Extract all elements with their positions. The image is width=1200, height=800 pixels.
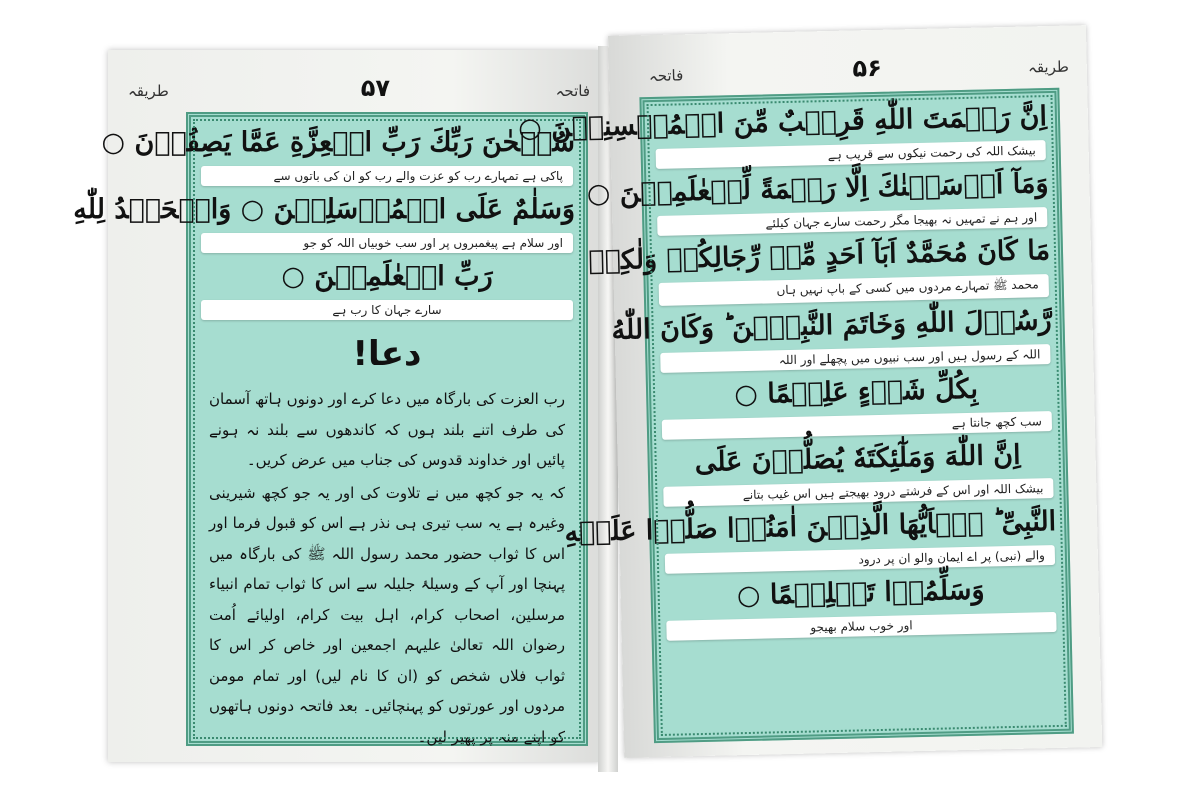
arabic-verse: رَبِّ الۡعٰلَمِيۡنَ ○ bbox=[281, 261, 493, 292]
arabic-verse: بِكُلِّ شَىۡءٍ عَلِيۡمًا ○ bbox=[733, 373, 979, 411]
dua-paragraph: کہ یہ جو کچھ میں نے تلاوت کی اور یہ جو کچھ شیرینی وغیرہ ہے یہ سب تیری ہی نذر ہے اس کو قبول فرما اور اس کا ثواب حضور محمد رسول اللہ ﷺ کی بارگاہ میں پہنچا اور آپ کے وسیلۂ جلیلہ سے اس کا ثواب تمام انبیاء مرسلین، اصحاب کرام، اہل بیت کرام، اولیائے اُمت رضوان اللہ تعالیٰ علیہم اجمعین اور خاص کر اس کا ثواب فلاں شخص کو (ان کا نام لیں) اور تمام مومن مردوں اور عورتوں کو پہنچائیں۔ بعد فاتحہ دونوں ہاتھوں کو اپنے منہ پر پھیر لیں۔ bbox=[209, 483, 565, 746]
urdu-translation: بیشک اللہ کی رحمت نیکوں سے قریب ہے bbox=[656, 140, 1046, 169]
right-page-header bbox=[609, 49, 1088, 90]
urdu-translation: پاکی ہے تمہارے رب کو عزت والے رب کو ان کی باتوں سے bbox=[201, 166, 573, 186]
urdu-translation: سارے جہان کا رب ہے bbox=[201, 300, 573, 320]
arabic-verse: النَّبِىِّ ؕ يٰۤاَيُّهَا الَّذِيۡنَ اٰمَنُوۡا صَلُّوۡا عَلَيۡهِ bbox=[564, 505, 1057, 549]
arabic-verse: اِنَّ اللّٰهَ وَمَلٰٓئِكَتَهٗ يُصَلُّوۡنَ عَلَى bbox=[694, 439, 1021, 479]
arabic-verse: وَسَلِّمُوۡا تَسۡلِيۡمًا ○ bbox=[736, 574, 985, 612]
dua-paragraph: رب العزت کی بارگاہ میں دعا کرے اور دونوں ہاتھ آسمان کی طرف اتنے بلند ہوں کہ کاندھوں سے بلند نہ ہونے پائیں اور خداوند قدوس کی جناب میں عرض کریں۔ bbox=[209, 390, 565, 469]
left-page-header bbox=[108, 74, 600, 104]
dua-text bbox=[199, 384, 575, 752]
open-book bbox=[73, 36, 1108, 772]
urdu-translation: اور ہم نے تمہیں نہ بھیجا مگر رحمت سارے جہان کیلئے bbox=[657, 207, 1047, 236]
urdu-translation: اور خوب سلام بھیجو bbox=[666, 612, 1056, 641]
urdu-translation: والے (نبی) پر اے ایمان والو ان پر درود bbox=[665, 545, 1055, 574]
urdu-translation: اور سلام ہے پیغمبروں پر اور سب خوبیاں اللہ کو جو bbox=[201, 233, 573, 253]
urdu-translation: سب کچھ جانتا ہے bbox=[662, 411, 1052, 440]
page-section-method: طریقہ bbox=[128, 82, 169, 100]
arabic-verse: رَّسُوۡلَ اللّٰهِ وَخَاتَمَ النَّبِيّٖنَ ؕ وَكَانَ اللّٰهُ bbox=[611, 305, 1052, 346]
arabic-verse: وَمَآ اَرۡسَلۡنٰكَ اِلَّا رَحۡمَةً لِّلۡعٰلَمِيۡنَ ○ bbox=[586, 168, 1049, 210]
arabic-verse: وَسَلٰمٌ عَلَى الۡمُرۡسَلِيۡنَ ○ وَالۡحَمۡدُ لِلّٰهِ bbox=[73, 194, 575, 225]
page-section-method: طریقہ bbox=[1027, 57, 1070, 77]
page-section-name: فاتحہ bbox=[555, 82, 590, 100]
page-number: ۵۶ bbox=[852, 53, 883, 83]
left-page bbox=[73, 50, 600, 762]
urdu-translation: اللہ کے رسول ہیں اور سب نبیوں میں پچھلے اور اللہ bbox=[660, 344, 1050, 373]
urdu-translation: بیشک اللہ اور اس کے فرشتے درود بھیجتے ہیں اس غیب بتانے bbox=[663, 478, 1053, 507]
arabic-verse: مَا كَانَ مُحَمَّدٌ اَبَآ اَحَدٍ مِّنۡ رِّجَالِكُمۡ وَلٰكِنۡ bbox=[588, 235, 1051, 277]
urdu-translation: محمد ﷺ تمہارے مردوں میں کسی کے باپ نہیں ہاں bbox=[659, 274, 1049, 306]
arabic-verse: سُبۡحٰنَ رَبِّكَ رَبِّ الۡعِزَّةِ عَمَّا يَصِفُوۡنَ ○ bbox=[101, 127, 575, 158]
page-number: ۵۷ bbox=[360, 74, 390, 102]
page-section-name: فاتحہ bbox=[648, 66, 684, 86]
left-text-frame bbox=[73, 112, 588, 746]
right-page bbox=[517, 25, 1102, 758]
arabic-verse: اِنَّ رَحۡمَتَ اللّٰهِ قَرِيۡبٌ مِّنَ الۡمُحۡسِنِيۡنَ ○ bbox=[517, 101, 1048, 145]
dua-heading: دعا! bbox=[352, 334, 422, 374]
